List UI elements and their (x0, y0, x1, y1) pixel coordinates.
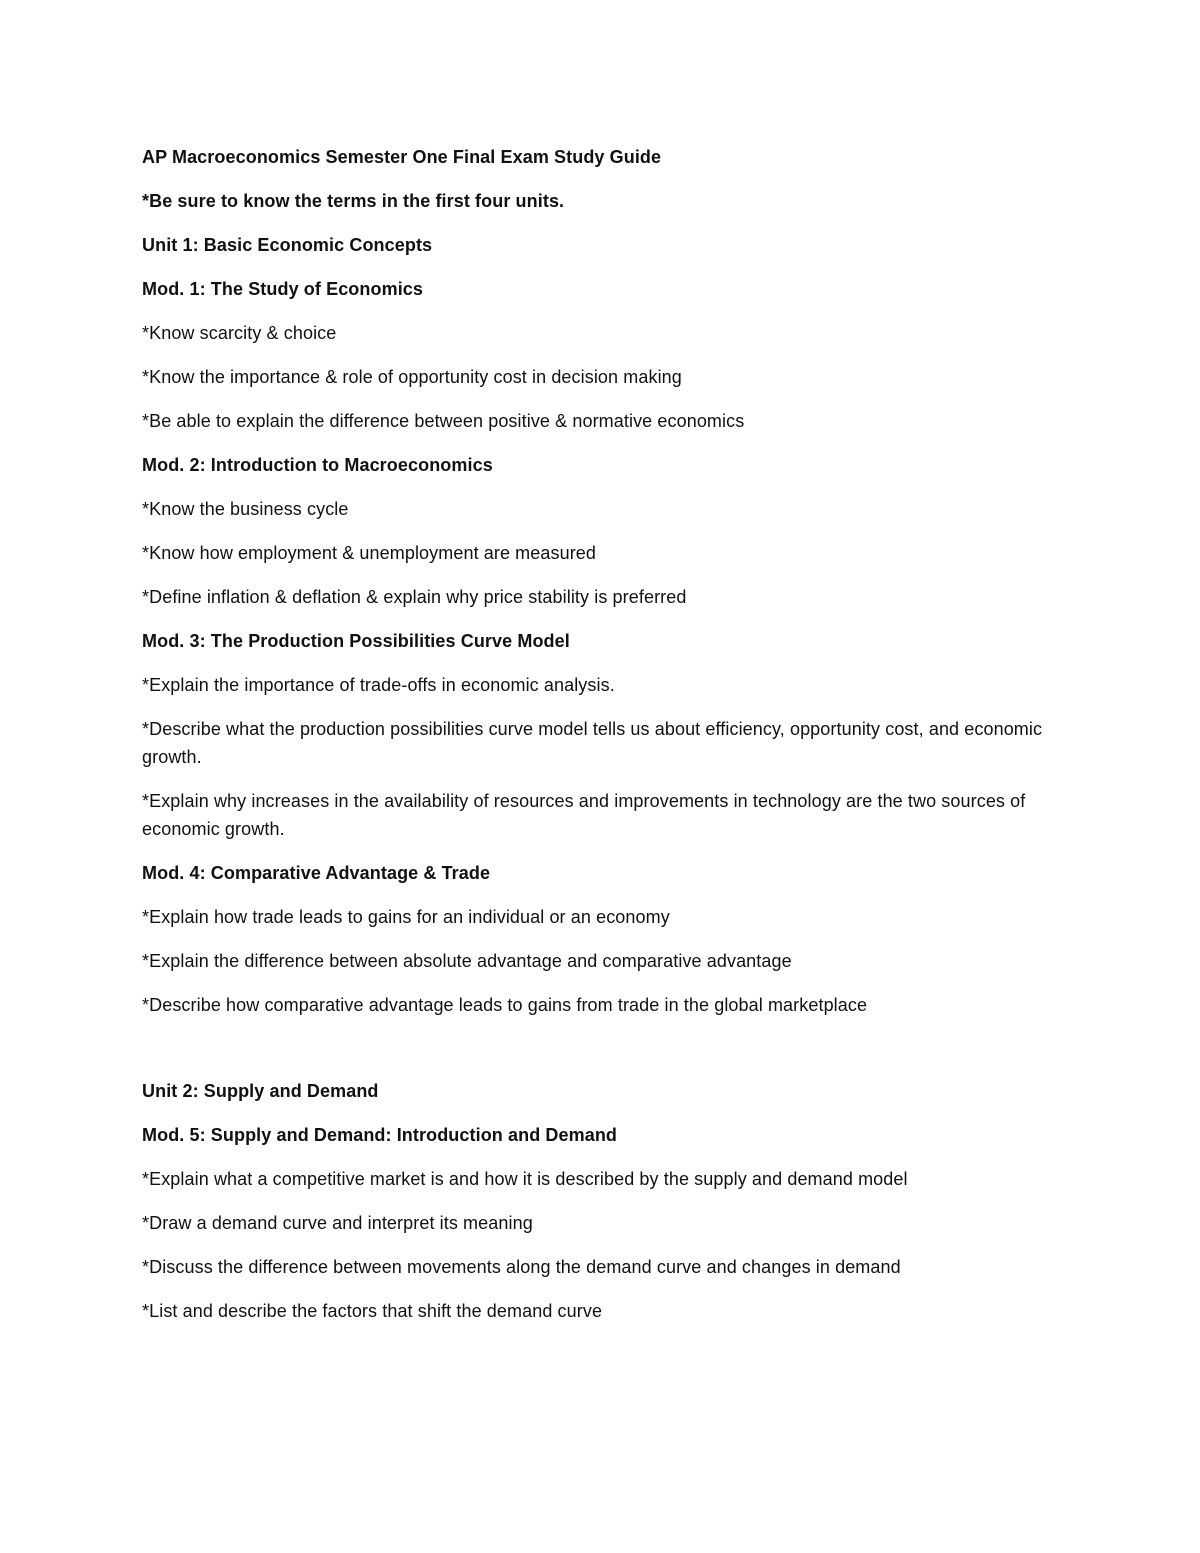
mod2-item: *Define inflation & deflation & explain why price stability is preferred (142, 587, 687, 607)
intro-note: *Be sure to know the terms in the first four units. (142, 191, 565, 211)
mod1-item: *Know the importance & role of opportunity cost in decision making (142, 367, 682, 387)
mod3-item: *Describe what the production possibilities curve model tells us about efficiency, opportunity cost, and economic growth. (142, 719, 1043, 767)
mod2-item: *Know how employment & unemployment are measured (142, 543, 597, 563)
mod3-heading: Mod. 3: The Production Possibilities Curve Model (142, 631, 570, 651)
mod5-item: *List and describe the factors that shift the demand curve (142, 1301, 603, 1321)
mod2-item: *Know the business cycle (142, 499, 349, 519)
mod5-heading: Mod. 5: Supply and Demand: Introduction and Demand (142, 1125, 618, 1145)
mod3-item: *Explain why increases in the availability of resources and improvements in technology are the two sources of economic growth. (142, 791, 1026, 839)
mod2-heading: Mod. 2: Introduction to Macroeconomics (142, 455, 493, 475)
mod4-item: *Explain how trade leads to gains for an individual or an economy (142, 907, 670, 927)
mod5-item: *Draw a demand curve and interpret its meaning (142, 1213, 533, 1233)
mod4-item: *Describe how comparative advantage leads to gains from trade in the global marketplace (142, 995, 868, 1015)
mod3-item: *Explain the importance of trade-offs in economic analysis. (142, 675, 615, 695)
document-title: AP Macroeconomics Semester One Final Exam Study Guide (142, 147, 662, 167)
mod1-item: *Know scarcity & choice (142, 323, 337, 343)
unit2-heading: Unit 2: Supply and Demand (142, 1081, 379, 1101)
mod4-heading: Mod. 4: Comparative Advantage & Trade (142, 863, 491, 883)
unit1-heading: Unit 1: Basic Economic Concepts (142, 235, 433, 255)
mod4-item: *Explain the difference between absolute advantage and comparative advantage (142, 951, 792, 971)
mod1-item: *Be able to explain the difference between positive & normative economics (142, 411, 745, 431)
mod1-heading: Mod. 1: The Study of Economics (142, 279, 424, 299)
section-spacer (142, 1035, 1057, 1077)
mod5-item: *Explain what a competitive market is and how it is described by the supply and demand model (142, 1169, 908, 1189)
mod5-item: *Discuss the difference between movements along the demand curve and changes in demand (142, 1257, 901, 1277)
document-body (142, 143, 1057, 1341)
